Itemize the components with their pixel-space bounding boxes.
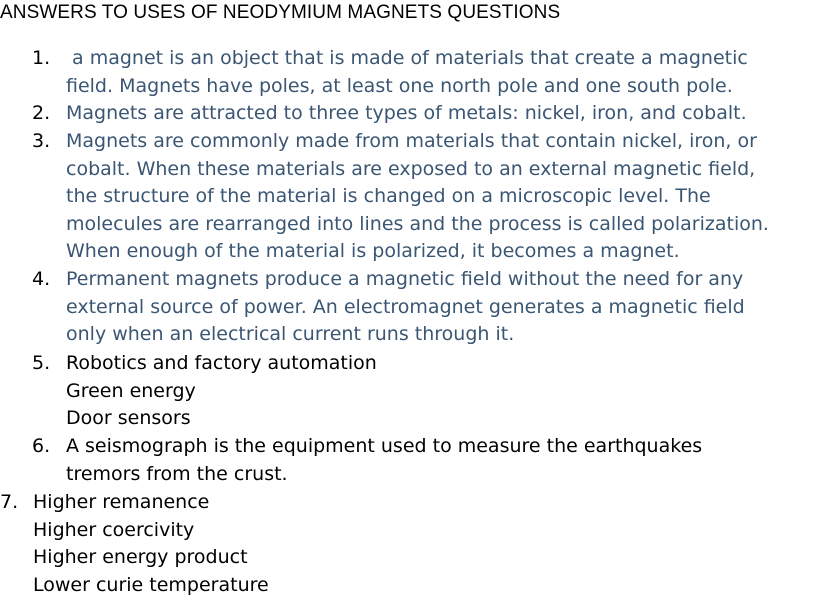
list-item: [32, 100, 747, 128]
item-text: [66, 128, 769, 266]
item-line: Door sensors: [66, 407, 191, 430]
item-line: Magnets are attracted to three types of metals: nickel, iron, and cobalt.: [66, 102, 747, 124]
list-item: [32, 128, 769, 266]
item-line: Higher energy product: [33, 546, 248, 569]
document-title: ANSWERS TO USES OF NEODYMIUM MAGNETS QUESTIONS: [0, 2, 561, 23]
item-line: Permanent magnets produce a magnetic field without the need for any: [66, 268, 744, 290]
item-line: Lower curie temperature: [33, 573, 269, 596]
list-item: [0, 489, 269, 599]
item-text: [33, 489, 269, 599]
item-line: Higher coercivity: [33, 518, 195, 541]
item-line: Magnets are commonly made from materials that contain nickel, iron, or: [66, 130, 757, 152]
item-line: A seismograph is the equipment used to measure the earthquakes: [66, 435, 703, 457]
item-line: Green energy: [66, 379, 196, 402]
list-item: [32, 45, 748, 100]
list-item: [32, 350, 377, 433]
item-text: [66, 266, 745, 349]
item-line: a magnet is an object that is made of materials that create a magnetic: [66, 47, 748, 69]
item-number: 3.: [32, 130, 51, 152]
item-line: tremors from the crust.: [66, 462, 288, 485]
item-line: When enough of the material is polarized, it becomes a magnet.: [66, 240, 680, 263]
item-number: 7.: [0, 491, 19, 513]
item-text: [66, 45, 748, 100]
item-number: 1.: [32, 47, 51, 69]
item-text: [66, 100, 747, 128]
item-number: 5.: [32, 352, 51, 374]
item-number: 6.: [32, 435, 51, 457]
item-line: only when an electrical current runs through it.: [66, 323, 515, 346]
item-text: [66, 433, 702, 488]
item-line: molecules are rearranged into lines and the process is called polarization.: [66, 212, 769, 235]
item-line: field. Magnets have poles, at least one north pole and one south pole.: [66, 74, 733, 97]
item-line: external source of power. An electromagnet generates a magnetic field: [66, 295, 745, 318]
item-text: [66, 350, 377, 433]
item-number: 2.: [32, 102, 51, 124]
item-line: the structure of the material is changed on a microscopic level. The: [66, 185, 711, 208]
item-line: Robotics and factory automation: [66, 352, 377, 374]
list-item: [32, 433, 703, 488]
item-line: cobalt. When these materials are exposed to an external magnetic field,: [66, 157, 756, 180]
item-number: 4.: [32, 268, 51, 290]
item-line: Higher remanence: [33, 491, 210, 513]
list-item: [32, 266, 745, 349]
